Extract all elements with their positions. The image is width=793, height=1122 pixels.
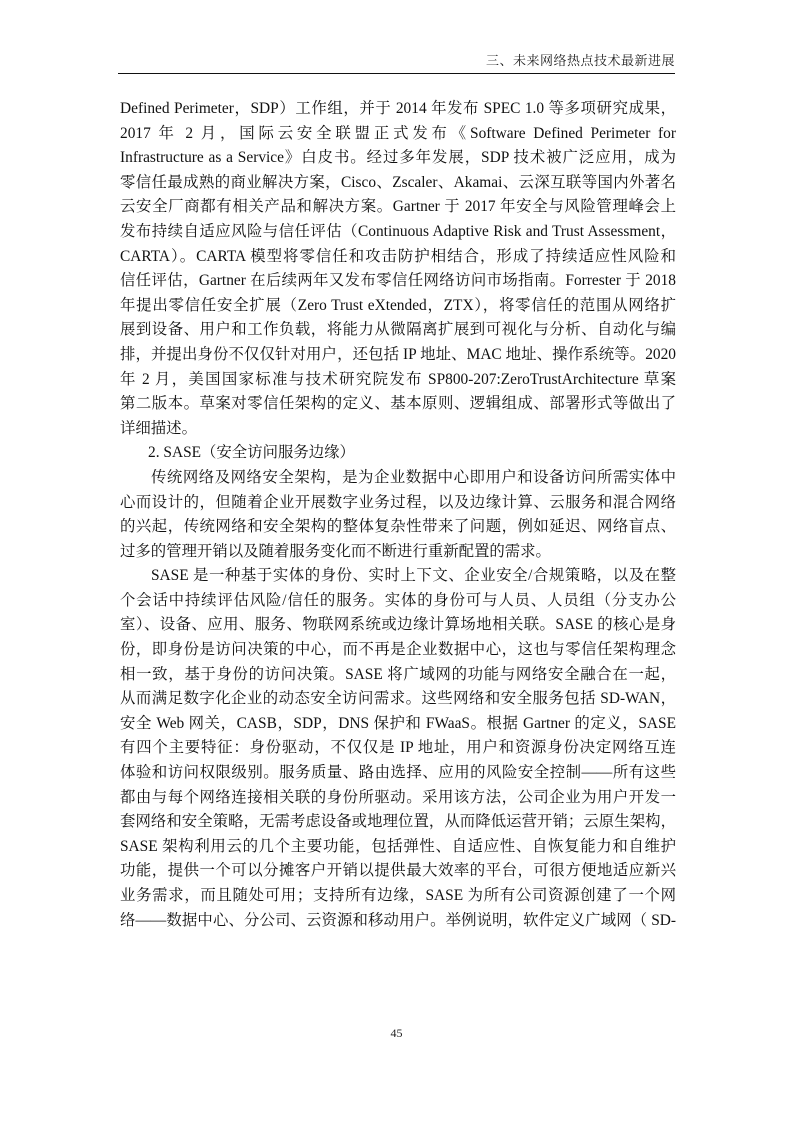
text-line: 2017 年 2 月，国际云安全联盟正式发布《Software Defined Perimeter for: [120, 124, 676, 142]
text-line: SASE 是一种基于实体的身份、实时上下文、企业安全/合规策略，以及在整: [151, 567, 676, 585]
text-line: 套网络和安全策略，无需考虑设备或地理位置，从而降低运营开销；云原生架构，: [120, 813, 676, 831]
page-number: 45: [390, 1026, 403, 1040]
text-line: 传统网络及网络安全架构，是为企业数据中心即用户和设备访问所需实体中: [151, 468, 676, 486]
text-line: Infrastructure as a Service》白皮书。经过多年发展，SDP 技术被广泛应用，成为: [120, 149, 676, 167]
text-line: 室）、设备、应用、服务、物联网系统或边缘计算场地相关联。SASE 的核心是身: [120, 616, 676, 634]
text-line: 过多的管理开销以及随着服务变化而不断进行重新配置的需求。: [120, 542, 551, 560]
text-line: 云安全厂商都有相关产品和解决方案。Gartner 于 2017 年安全与风险管理峰会上: [120, 198, 676, 216]
text-line: 功能，提供一个可以分摊客户开销以提供最大效率的平台，可很方便地适应新兴: [120, 862, 676, 880]
text-line: 份，即身份是访问决策的中心，而不再是企业数据中心，这也与零信任架构理念: [120, 641, 676, 659]
text-line: 发布持续自适应风险与信任评估（Continuous Adaptive Risk and Trust Assessment，: [120, 222, 676, 240]
text-line: 排，并提出身份不仅仅针对用户，还包括 IP 地址、MAC 地址、操作系统等。2020: [120, 345, 676, 363]
text-line: 信任评估，Gartner 在后续两年又发布零信任网络访问市场指南。Forrester 于 2018: [120, 272, 676, 290]
text-line: CARTA）。CARTA 模型将零信任和攻击防护相结合，形成了持续适应性风险和: [120, 247, 676, 265]
text-line: 第二版本。草案对零信任架构的定义、基本原则、逻辑组成、部署形式等做出了: [120, 395, 676, 413]
text-line: 体验和访问权限级别。服务质量、路由选择、应用的风险安全控制——所有这些: [120, 764, 676, 782]
header-divider: [118, 73, 675, 74]
text-line: 的兴起，传统网络和安全架构的整体复杂性带来了问题，例如延迟、网络盲点、: [120, 518, 676, 536]
body-text: [120, 97, 676, 933]
text-line: 个会话中持续评估风险/信任的服务。实体的身份可与人员、人员组（分支办公: [120, 591, 676, 609]
text-line: 相一致，基于身份的访问决策。SASE 将广域网的功能与网络安全融合在一起，: [120, 665, 676, 683]
text-line: 业务需求，而且随处可用；支持所有边缘，SASE 为所有公司资源创建了一个网: [120, 887, 676, 904]
text-line: 展到设备、用户和工作负载，将能力从微隔离扩展到可视化与分析、自动化与编: [120, 321, 676, 339]
text-line: 心而设计的，但随着企业开展数字业务过程，以及边缘计算、云服务和混合网络: [120, 493, 676, 511]
text-line: 都由与每个网络连接相关联的身份所驱动。采用该方法，公司企业为用户开发一: [120, 788, 676, 806]
text-line: 年提出零信任安全扩展（Zero Trust eXtended，ZTX），将零信任的范围从网络扩: [120, 296, 676, 314]
text-line: 详细描述。: [120, 419, 197, 437]
text-line: 有四个主要特征：身份驱动，不仅仅是 IP 地址，用户和资源身份决定网络互连: [120, 739, 676, 757]
running-header-title: 三、未来网络热点技术最新进展: [485, 53, 675, 68]
text-line: Defined Perimeter，SDP）工作组，并于 2014 年发布 SPEC 1.0 等多项研究成果，: [120, 100, 676, 117]
text-line: 安全 Web 网关，CASB，SDP，DNS 保护和 FWaaS。根据 Gartner 的定义，SASE: [120, 714, 676, 732]
text-line: SASE 架构利用云的几个主要功能，包括弹性、自适应性、自恢复能力和自维护: [120, 837, 676, 855]
text-line: 从而满足数字化企业的动态安全访问需求。这些网络和安全服务包括 SD-WAN，: [120, 690, 676, 708]
text-line: 年 2 月，美国国家标准与技术研究院发布 SP800-207:ZeroTrustArchitecture 草案: [120, 370, 676, 388]
text-line: 络——数据中心、分公司、云资源和移动用户。举例说明，软件定义广域网（ SD-: [120, 911, 676, 929]
section-heading: 2. SASE（安全访问服务边缘）: [148, 444, 355, 462]
text-line: 零信任最成熟的商业解决方案，Cisco、Zscaler、Akamai、云深互联等国内外著名: [120, 173, 676, 191]
